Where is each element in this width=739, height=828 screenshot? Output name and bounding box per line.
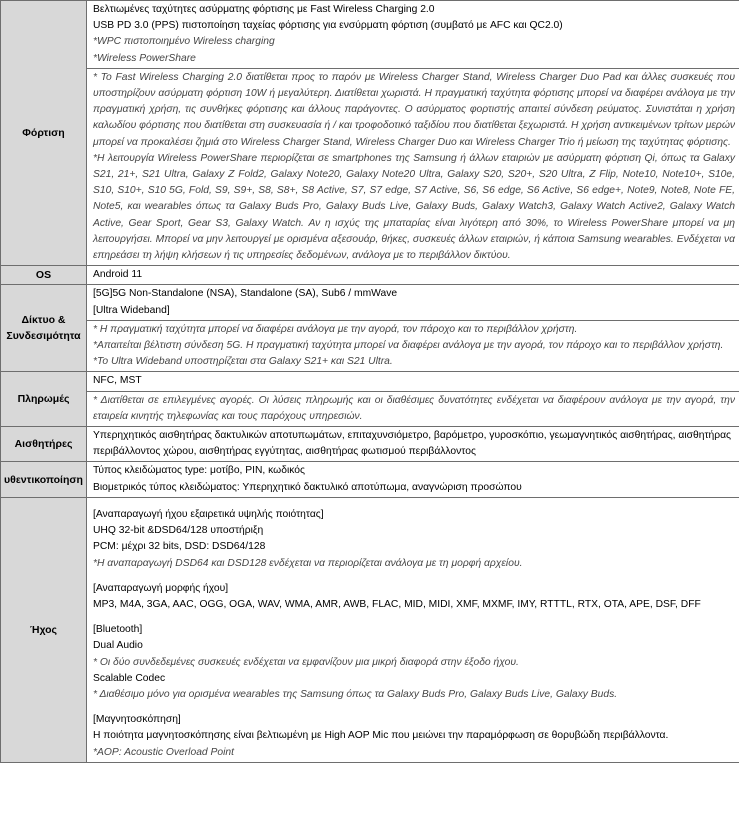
value-block xyxy=(87,320,739,372)
row-value xyxy=(87,372,739,427)
row-value xyxy=(87,266,739,285)
value-block xyxy=(87,462,739,496)
row-label: Αισθητήρες xyxy=(1,427,87,462)
value-block xyxy=(87,427,739,461)
value-block xyxy=(87,285,739,319)
spec-line: [Μαγνητοσκόπηση] xyxy=(93,714,181,726)
spec-line: [Ultra Wideband] xyxy=(93,304,170,316)
spec-line: [Bluetooth] xyxy=(93,624,143,636)
value-block xyxy=(87,372,739,390)
footnote: *To Ultra Wideband υποστηρίζεται στα Galaxy S21+ και S21 Ultra. xyxy=(93,356,393,368)
spec-line: MP3, M4A, 3GA, AAC, OGG, OGA, WAV, WMA, AMR, AWB, FLAC, MID, MIDI, XMF, MXMF, IMY, RTTTL, RTX, OTA, APE, DSF, DFF xyxy=(93,598,701,610)
spec-row-charging xyxy=(1,1,739,266)
spec-line: Τύπος κλειδώματος type: μοτίβο, PIN, κωδικός xyxy=(93,465,305,477)
spec-line: [5G]5G Non-Standalone (NSA), Standalone (SA), Sub6 / mmWave xyxy=(93,288,398,300)
row-label: Φόρτιση xyxy=(1,1,87,266)
row-value xyxy=(87,427,739,462)
spec-row-os xyxy=(1,266,739,285)
footnote: * Η πραγματική ταχύτητα μπορεί να διαφέρει ανάλογα με την αγορά, τον πάροχο και το περιβάλλον χρήστη. xyxy=(93,323,578,335)
row-value xyxy=(87,1,739,266)
row-label: Δίκτυο & Συνδεσιμότητα xyxy=(1,285,87,372)
row-label: Ήχος xyxy=(1,497,87,762)
spec-line: Βιομετρικός τύπος κλειδώματος: Υπερηχητικό δακτυλικό αποτύπωμα, αναγνώριση προσώπου xyxy=(93,481,522,493)
row-value xyxy=(87,285,739,372)
value-block xyxy=(87,68,739,265)
value-block xyxy=(87,391,739,426)
spec-line: Βελτιωμένες ταχύτητες ασύρματης φόρτισης με Fast Wireless Charging 2.0 xyxy=(93,4,435,15)
spec-row-audio xyxy=(1,497,739,762)
row-value xyxy=(87,462,739,497)
spec-row-authentication xyxy=(1,462,739,497)
spec-line: Υπερηχητικός αισθητήρας δακτυλικών αποτυπωμάτων, επιταχυνσιόμετρο, βαρόμετρο, γυροσκόπιο, γεωμαγνητικός αισθητήρας, αισθητήρας περιβάλλοντος χώρου, αισθητήρας εγγύτητας, αισθητήρας φωτισμού περιβάλλοντος xyxy=(93,430,732,458)
footnote: *WPC πιστοποιημένο Wireless charging xyxy=(93,36,275,48)
footnote: *Απαιτείται βέλτιστη σύνδεση 5G. Η πραγματική ταχύτητα μπορεί να διαφέρει ανάλογα με την αγορά, τον πάροχο και το περιβάλλον χρήστη. xyxy=(93,340,724,352)
spec-line: USB PD 3.0 (PPS) πιστοποίηση ταχείας φόρτισης για ενσύρματη φόρτιση (συμβατό με AFC και QC2.0) xyxy=(93,20,563,32)
footnote: * Οι δύο συνδεδεμένες συσκευές ενδέχεται να εμφανίζουν μια μικρή διαφορά στην έξοδο ήχου. xyxy=(93,656,519,668)
spec-line: [Αναπαραγωγή ήχου εξαιρετικά υψηλής ποιότητας] xyxy=(93,508,324,520)
spec-line: NFC, MST xyxy=(93,375,142,387)
footnote: *Η λειτουργία Wireless PowerShare περιορίζεται σε smartphones της Samsung ή άλλων εταιριών με ασύρματη φόρτιση Qi, όπως τα Galaxy S21, 21+, S21 Ultra, Galaxy Z Fold2, Galaxy Note20, Galaxy Note20 Ultra, Galaxy S20, S20+, S20 Ultra, Z Flip, Note10, Note10+, S10e, S10, S10+, S10 5G, Fold, S9, S9+, S8, S8+, S8 Active, S7, S7 edge, S7 Active, S6, S6 edge, S6 Active, S6 edge+, Note9, Note8, Note FE, Note5, και wearables όπως τα Galaxy Buds Pro, Galaxy Buds Live, Galaxy Buds, Galaxy Watch3, Galaxy Watch Active2, Galaxy Watch Active, Gear Sport, Gear S3, Galaxy Watch. Αν η ισχύς της μπαταρίας είναι λιγότερη από 30%, το Wireless PowerShare μπορεί να μη λειτουργήσει. Μπορεί να μην λειτουργεί με ορισμένα αξεσουάρ, θήκες, συσκευές άλλων εταιριών, ή κάποια Samsung wearables. Ενδέχεται να επηρεάσει τη λήψη κλήσεων ή τις υπηρεσίες δεδομένων, ανάλογα με το περιβάλλον δικτύου. xyxy=(93,152,735,262)
spec-row-payments xyxy=(1,372,739,427)
spec-row-sensors xyxy=(1,427,739,462)
spec-line: UHQ 32-bit &DSD64/128 υποστήριξη xyxy=(93,525,264,537)
spec-line: [Αναπαραγωγή μορφής ήχου] xyxy=(93,582,229,594)
spec-line: PCM: μέχρι 32 bits, DSD: DSD64/128 xyxy=(93,541,266,553)
footnote: *Η αναπαραγωγή DSD64 και DSD128 ενδέχεται να περιορίζεται ανάλογα με τη μορφή αρχείου. xyxy=(93,557,523,569)
row-label: Πληρωμές xyxy=(1,372,87,427)
value-block xyxy=(87,498,739,762)
footnote: *Wireless PowerShare xyxy=(93,52,196,64)
footnote: *AOP: Acoustic Overload Point xyxy=(93,746,234,758)
spec-line: Android 11 xyxy=(93,269,143,281)
footnote: * To Fast Wireless Charging 2.0 διατίθεται προς το παρόν με Wireless Charger Stand, Wireless Charger Duo Pad και άλλες συσκευές που υποστηρίζουν ασύρματη φόρτιση 10W ή μεγαλύτερη. Διατίθεται χωριστά. Η πραγματική ταχύτητα φόρτισης μπορεί να διαφέρει ανάλογα με την πραγματική χρήση, τις συνθήκες φόρτισης και άλλους παράγοντες. Ο ασύρματος φορτιστής απαιτεί σύνδεση ρεύματος. Συνιστάται η χρήση καλωδίου φόρτισης που διατίθεται στη συσκευασία ή / και τροφοδοτικό ταξιδίου που διατίθεται ξεχωριστά. Η χρήση αντικειμένων τρίτων μερών μπορεί να προκαλέσει ζημιά στο Wireless Charger Stand, Wireless Charger Duo και Wireless Charger Trio ή μείωση της ταχύτητας φόρτισης. xyxy=(93,71,735,148)
spec-row-network xyxy=(1,285,739,372)
value-block xyxy=(87,1,739,68)
footnote: * Διαθέσιμο μόνο για ορισμένα wearables της Samsung όπως τα Galaxy Buds Pro, Galaxy Buds Live, Galaxy Buds. xyxy=(93,688,618,700)
spec-line: Dual Audio xyxy=(93,640,143,652)
value-block xyxy=(87,266,739,284)
footnote: * Διατίθεται σε επιλεγμένες αγορές. Οι λύσεις πληρωμής και οι διαθέσιμες δυνατότητες ενδέχεται να διαφέρουν ανάλογα με την αγορά, την εταιρεία κινητής τηλεφωνίας και τους παρόχους υπηρεσιών. xyxy=(93,394,735,422)
row-label: υθεντικοποίηση xyxy=(1,462,87,497)
spec-line: Η ποιότητα μαγνητοσκόπησης είναι βελτιωμένη με High AOP Mic που μειώνει την παραμόρφωση σε θορυβώδη περιβάλλοντα. xyxy=(93,730,669,742)
row-label: OS xyxy=(1,266,87,285)
spec-line: Scalable Codec xyxy=(93,672,166,684)
row-value xyxy=(87,497,739,762)
